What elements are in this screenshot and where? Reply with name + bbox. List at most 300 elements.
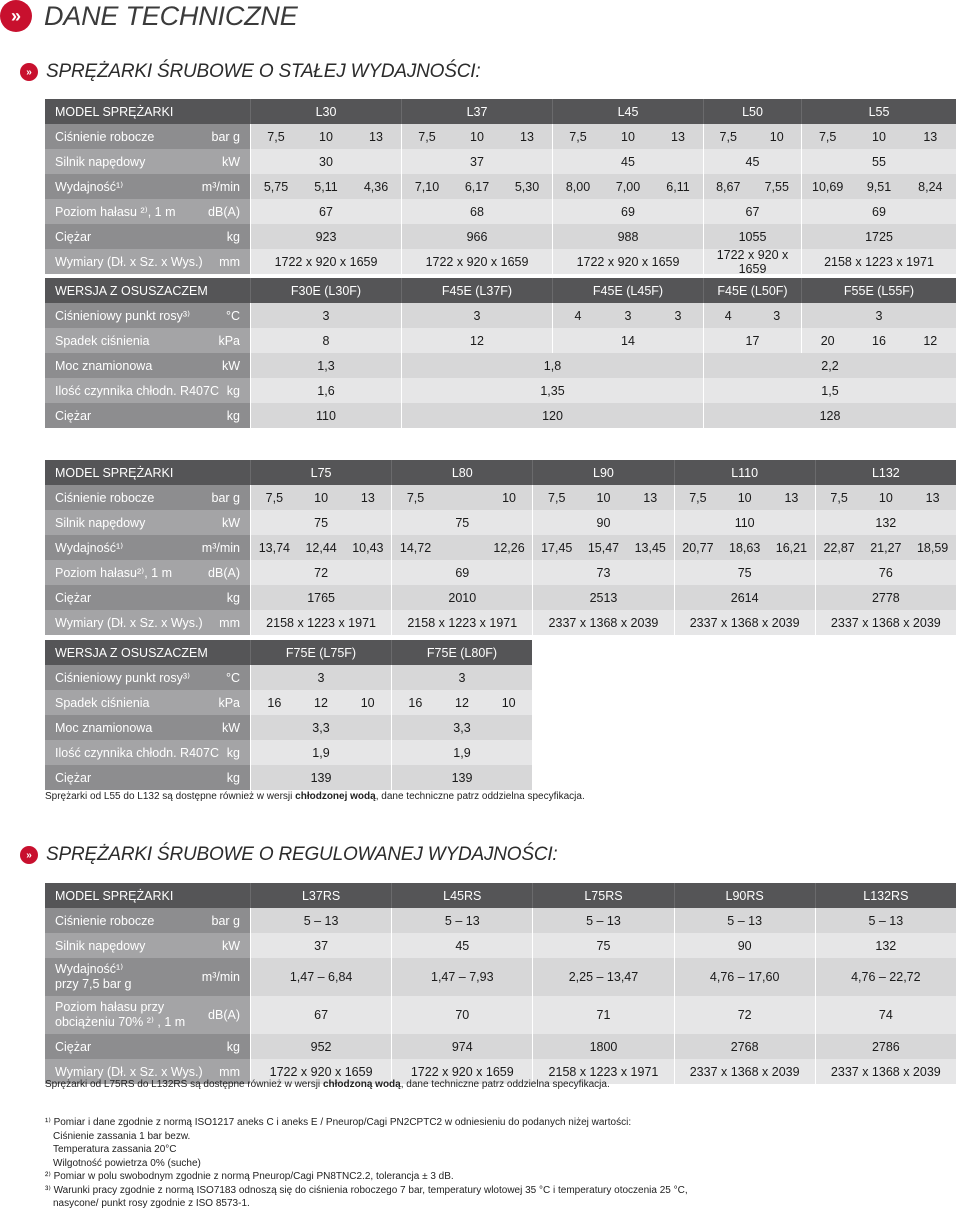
- row-unit: kPa: [218, 333, 240, 348]
- row-label: [45, 199, 250, 224]
- value-group: [391, 485, 532, 510]
- value-group: [391, 740, 532, 765]
- value-cell: 13: [520, 129, 534, 144]
- value-cell: 67: [314, 1008, 329, 1022]
- table-row: [45, 908, 956, 933]
- note-water-cooled-2: Sprężarki od L75RS do L132RS są dostępne również w wersji chłodzoną wodą, dane techniczne patrz oddzielna specyfikacja.: [45, 1079, 610, 1090]
- value-cell: 17,45: [541, 540, 573, 555]
- model-name: L132: [815, 460, 956, 485]
- table-header-row: [45, 883, 956, 908]
- value-cell: 12: [455, 695, 469, 710]
- row-unit: mm: [219, 615, 240, 630]
- row-label-text: Moc znamionowa: [55, 358, 153, 373]
- row-unit: mm: [219, 254, 240, 269]
- row-unit: m³/min: [201, 179, 240, 194]
- header-label: WERSJA Z OSUSZACZEM: [55, 283, 208, 298]
- value-group: [401, 403, 703, 428]
- value-group: [674, 908, 815, 933]
- value-cell: 13,45: [634, 540, 666, 555]
- row-label: [45, 1034, 250, 1059]
- row-unit: kW: [221, 515, 240, 530]
- table-row: [45, 585, 956, 610]
- row-label: [45, 958, 250, 996]
- value-cell: 7,10: [414, 179, 440, 194]
- value-cell: 76: [878, 565, 893, 580]
- value-cell: 3: [458, 670, 466, 685]
- value-group: [552, 149, 703, 174]
- value-cell: 5,75: [263, 179, 289, 194]
- value-group: [703, 199, 801, 224]
- table-header-row: [45, 99, 956, 124]
- value-cell: 72: [314, 565, 329, 580]
- value-group: [703, 353, 956, 378]
- note-water-cooled-1: Sprężarki od L55 do L132 są dostępne również w wersji chłodzonej wodą, dane techniczne patrz oddzielna specyfikacja.: [45, 791, 585, 802]
- value-group: [532, 933, 673, 958]
- row-label: [45, 378, 250, 403]
- value-group: [532, 560, 673, 585]
- row-unit: kPa: [218, 695, 240, 710]
- model-name: L37RS: [250, 883, 391, 908]
- table-row: [45, 715, 532, 740]
- value-cell: 1,47 – 7,93: [431, 970, 494, 984]
- row-label: [45, 124, 250, 149]
- value-cell: 2337 x 1368 x 2039: [689, 615, 800, 630]
- value-group: [532, 510, 673, 535]
- value-cell: 974: [451, 1039, 473, 1054]
- value-group: [401, 174, 552, 199]
- value-group: [703, 124, 801, 149]
- value-group: [391, 585, 532, 610]
- table-row: [45, 124, 956, 149]
- value-cell: 7,5: [406, 490, 425, 505]
- value-group: [703, 224, 801, 249]
- model-name: L45RS: [391, 883, 532, 908]
- value-cell: 1,5: [821, 383, 839, 398]
- value-cell: 1,6: [317, 383, 335, 398]
- table-row: [45, 303, 956, 328]
- table-row: [45, 610, 956, 635]
- value-group: [250, 174, 401, 199]
- row-label-text: Ciśnienie robocze: [55, 129, 155, 144]
- model-name: L132RS: [815, 883, 956, 908]
- value-cell: 37: [314, 938, 329, 953]
- model-name: F55E (L55F): [801, 278, 956, 303]
- value-cell: 7,00: [615, 179, 641, 194]
- row-unit: °C: [225, 308, 240, 323]
- value-group: [250, 690, 391, 715]
- value-cell: 2337 x 1368 x 2039: [689, 1064, 800, 1079]
- value-group: [815, 485, 956, 510]
- value-group: [401, 149, 552, 174]
- row-label-text: Wydajność¹⁾: [55, 180, 124, 194]
- value-cell: 10: [501, 695, 516, 710]
- value-cell: 15,47: [587, 540, 620, 555]
- row-label-text: Ciśnienie robocze: [55, 490, 155, 505]
- value-cell: 8,24: [918, 179, 943, 194]
- table-row: [45, 560, 956, 585]
- row-label-text: Ciśnieniowy punkt rosy³⁾: [55, 671, 191, 685]
- value-cell: 7,5: [569, 129, 587, 144]
- value-group: [250, 353, 401, 378]
- value-group: [801, 328, 956, 353]
- model-name: L30: [250, 99, 401, 124]
- value-cell: 72: [737, 1008, 752, 1022]
- value-cell: 13: [643, 490, 658, 505]
- row-label-text: Ciężar: [55, 590, 92, 605]
- value-cell: 988: [617, 229, 639, 244]
- row-label-text-2: przy 7,5 bar g: [55, 977, 132, 991]
- value-group: [391, 535, 532, 560]
- value-cell: 6,17: [464, 179, 490, 194]
- row-label: [45, 510, 250, 535]
- row-unit: °C: [225, 670, 240, 685]
- row-label: [45, 403, 250, 428]
- value-cell: 2337 x 1368 x 2039: [830, 615, 941, 630]
- value-cell: 1,47 – 6,84: [289, 970, 353, 984]
- value-cell: 139: [451, 770, 473, 785]
- value-cell: 13,74: [258, 540, 290, 555]
- value-cell: 10,43: [352, 540, 384, 555]
- value-group: [801, 199, 956, 224]
- value-cell: 13: [671, 129, 685, 144]
- value-group: [703, 403, 956, 428]
- value-cell: 69: [455, 565, 470, 580]
- value-cell: 7,5: [267, 129, 285, 144]
- row-label-text: Ciężar: [55, 770, 92, 785]
- row-unit: kW: [221, 720, 240, 735]
- model-name: L110: [674, 460, 815, 485]
- value-cell: 1722 x 920 x 1659: [269, 1064, 373, 1079]
- table-row: [45, 1034, 956, 1059]
- value-group: [250, 303, 401, 328]
- value-group: [391, 690, 532, 715]
- value-group: [391, 610, 532, 635]
- section-fixed-title: [20, 59, 480, 85]
- header-label: MODEL SPRĘŻARKI: [55, 888, 174, 903]
- row-label: [45, 610, 250, 635]
- value-cell: 5 – 13: [303, 913, 339, 928]
- value-cell: 75: [737, 565, 752, 580]
- row-label-text: Spadek ciśnienia: [55, 695, 150, 710]
- value-cell: 1722 x 920 x 1659: [576, 254, 680, 269]
- table-header-row: [45, 640, 532, 665]
- value-group: [552, 174, 703, 199]
- model-name: L75: [250, 460, 391, 485]
- value-group: [391, 665, 532, 690]
- value-cell: 16: [267, 695, 282, 710]
- model-name: L45: [552, 99, 703, 124]
- value-group: [401, 353, 703, 378]
- value-cell: 10,69: [812, 179, 844, 194]
- table-row: [45, 199, 956, 224]
- value-group: [801, 224, 956, 249]
- value-group: [815, 958, 956, 996]
- value-cell: 10: [872, 129, 886, 144]
- row-unit: kg: [226, 590, 240, 605]
- value-group: [250, 328, 401, 353]
- value-cell: 1,8: [543, 358, 562, 373]
- value-group: [801, 303, 956, 328]
- value-cell: 3: [674, 308, 682, 323]
- value-cell: 4: [724, 308, 732, 323]
- value-cell: 70: [455, 1008, 470, 1022]
- row-unit: m³/min: [201, 969, 240, 984]
- value-cell: 12,26: [493, 540, 525, 555]
- value-group: [391, 996, 532, 1034]
- row-unit: kg: [226, 1039, 240, 1054]
- row-label-text: Ciężar: [55, 1039, 92, 1054]
- value-group: [250, 933, 391, 958]
- value-group: [391, 958, 532, 996]
- model-name: F45E (L50F): [703, 278, 801, 303]
- value-cell: 5 – 13: [727, 913, 763, 928]
- value-cell: 139: [310, 770, 332, 785]
- value-cell: 16: [872, 333, 886, 348]
- value-group: [250, 665, 391, 690]
- row-unit: dB(A): [208, 565, 240, 580]
- row-unit: mm: [219, 1064, 240, 1079]
- row-label-text: Silnik napędowy: [55, 938, 146, 953]
- value-cell: 7,5: [830, 490, 848, 505]
- row-unit: kg: [226, 229, 240, 244]
- page-title-text: DANE TECHNICZNE: [44, 0, 298, 31]
- value-cell: 1800: [589, 1039, 618, 1054]
- value-cell: 12: [314, 695, 328, 710]
- value-cell: 120: [542, 408, 563, 423]
- row-unit: m³/min: [201, 540, 240, 555]
- value-cell: 10: [737, 490, 752, 505]
- value-cell: 90: [596, 515, 611, 530]
- value-group: [391, 560, 532, 585]
- value-cell: 1765: [307, 590, 335, 605]
- value-group: [250, 199, 401, 224]
- table-row: [45, 403, 956, 428]
- value-cell: 1722 x 920 x 1659: [716, 247, 789, 276]
- value-cell: 3: [773, 308, 781, 323]
- value-cell: 16,21: [775, 540, 808, 555]
- value-cell: 3: [624, 308, 632, 323]
- value-cell: 2513: [589, 590, 618, 605]
- row-label: [45, 353, 250, 378]
- table-row: [45, 328, 956, 353]
- row-unit: kW: [221, 358, 240, 373]
- value-group: [815, 996, 956, 1034]
- table-row: [45, 535, 956, 560]
- value-group: [250, 403, 401, 428]
- value-cell: 71: [596, 1008, 611, 1022]
- value-group: [250, 249, 401, 274]
- value-cell: 2778: [871, 590, 900, 605]
- value-cell: 132: [875, 938, 897, 953]
- row-label-text: Wymiary (Dł. x Sz. x Wys.): [55, 1064, 203, 1079]
- value-cell: 75: [596, 938, 611, 953]
- value-cell: 7,5: [818, 129, 837, 144]
- value-group: [391, 765, 532, 790]
- value-cell: 75: [314, 515, 329, 530]
- value-group: [815, 610, 956, 635]
- value-cell: 68: [470, 204, 484, 219]
- row-label: [45, 328, 250, 353]
- value-group: [703, 378, 956, 403]
- value-group: [532, 585, 673, 610]
- value-group: [815, 933, 956, 958]
- value-cell: 8,67: [716, 179, 741, 194]
- value-group: [674, 933, 815, 958]
- value-group: [532, 908, 673, 933]
- value-cell: 16: [408, 695, 423, 710]
- value-group: [674, 535, 815, 560]
- value-group: [532, 996, 673, 1034]
- value-group: [674, 585, 815, 610]
- value-group: [391, 510, 532, 535]
- section-title-text: SPRĘŻARKI ŚRUBOWE O STAŁEJ WYDAJNOŚCI:: [46, 61, 481, 82]
- value-group: [401, 328, 552, 353]
- row-unit: kg: [226, 408, 240, 423]
- value-cell: 45: [621, 154, 635, 169]
- value-group: [552, 303, 703, 328]
- value-cell: 2337 x 1368 x 2039: [830, 1064, 941, 1079]
- row-label: [45, 585, 250, 610]
- row-label: [45, 715, 250, 740]
- value-cell: 12,44: [305, 540, 337, 555]
- value-group: [532, 535, 673, 560]
- table-row: [45, 933, 956, 958]
- value-group: [674, 610, 815, 635]
- row-label: [45, 249, 250, 274]
- value-cell: 13: [369, 129, 383, 144]
- section-title-text: SPRĘŻARKI ŚRUBOWE O REGULOWANEJ WYDAJNOŚCI:: [46, 844, 558, 865]
- value-group: [674, 1034, 815, 1059]
- value-cell: 4,36: [363, 179, 389, 194]
- row-label-text: Poziom hałasu ²⁾, 1 m: [55, 205, 176, 219]
- value-cell: 20: [820, 333, 835, 348]
- value-group: [391, 715, 532, 740]
- row-label: [45, 765, 250, 790]
- table-row: [45, 149, 956, 174]
- value-cell: 37: [470, 154, 484, 169]
- value-group: [552, 199, 703, 224]
- value-cell: 22,87: [823, 540, 855, 555]
- value-cell: 13: [923, 129, 938, 144]
- value-group: [250, 996, 391, 1034]
- value-group: [815, 1059, 956, 1084]
- row-label: [45, 560, 250, 585]
- row-label: [45, 933, 250, 958]
- value-cell: 7,5: [689, 490, 707, 505]
- value-group: [703, 249, 801, 274]
- value-cell: 10: [360, 695, 375, 710]
- row-label-text: Ciśnieniowy punkt rosy³⁾: [55, 309, 191, 323]
- value-cell: 10: [769, 129, 784, 144]
- value-cell: 18,59: [916, 540, 949, 555]
- row-label-text-2: obciążeniu 70% ²⁾ , 1 m: [55, 1015, 186, 1029]
- value-group: [703, 149, 801, 174]
- value-group: [250, 378, 401, 403]
- value-cell: 2768: [730, 1039, 759, 1054]
- value-cell: 1722 x 920 x 1659: [425, 254, 529, 269]
- value-group: [250, 740, 391, 765]
- value-group: [401, 124, 552, 149]
- arrow-icon: »: [0, 0, 32, 32]
- value-cell: 1055: [738, 229, 767, 244]
- value-cell: 10: [502, 490, 516, 505]
- value-group: [250, 535, 391, 560]
- value-cell: 13: [360, 490, 375, 505]
- table-row: [45, 224, 956, 249]
- row-unit: bar g: [211, 913, 240, 928]
- value-cell: 12: [470, 333, 484, 348]
- row-unit: dB(A): [208, 1007, 240, 1022]
- value-group: [674, 996, 815, 1034]
- value-cell: 30: [319, 154, 333, 169]
- value-group: [674, 1059, 815, 1084]
- value-cell: 90: [737, 938, 752, 953]
- value-cell: 2158 x 1223 x 1971: [824, 254, 934, 269]
- value-cell: 7,5: [719, 129, 737, 144]
- row-label: [45, 690, 250, 715]
- value-cell: 18,63: [729, 540, 761, 555]
- value-cell: 17: [745, 333, 760, 348]
- footnotes: ¹⁾ Pomiar i dane zgodnie z normą ISO1217 aneks C i aneks E / Pneurop/Cagi PN2CPTC2 w odniesieniu do podanych niżej wartości: Ciśnienie zassania 1 bar bezw. Temperatura zassania 20°C Wilgotność powietrza 0% (suche) ²⁾ Pomiar w polu swobodnym zgodnie z normą Pneurop/Cagi PN8TNC2.2, tolerancja ± 3 dB. ³⁾ Warunki pracy zgodnie z normą ISO7183 odnoszą się do ciśnienia roboczego 7 bar, temperatury wlotowej 35 °C i temperatury otoczenia 25 °C, nasycone/ punkt rosy zgodnie z ISO 8573-1.: [45, 1117, 688, 1209]
- value-group: [532, 1034, 673, 1059]
- value-cell: 2010: [448, 590, 477, 605]
- value-cell: 75: [455, 515, 470, 530]
- value-cell: 13: [784, 490, 799, 505]
- value-cell: 10: [596, 490, 611, 505]
- value-cell: 3: [322, 308, 330, 323]
- value-cell: 7,5: [548, 490, 566, 505]
- value-cell: 2158 x 1223 x 1971: [407, 615, 518, 630]
- value-cell: 3: [473, 308, 481, 323]
- row-unit: kg: [226, 745, 240, 760]
- row-label-text: Silnik napędowy: [55, 154, 146, 169]
- model-name: L37: [401, 99, 552, 124]
- table-row: [45, 665, 532, 690]
- value-group: [815, 510, 956, 535]
- value-group: [250, 485, 391, 510]
- model-name: L50: [703, 99, 801, 124]
- value-cell: 966: [466, 229, 488, 244]
- value-cell: 5 – 13: [444, 913, 480, 928]
- value-cell: 1,9: [312, 745, 330, 760]
- row-label-text: Ciężar: [55, 229, 92, 244]
- value-group: [552, 224, 703, 249]
- model-name: F75E (L75F): [250, 640, 391, 665]
- row-label: [45, 908, 250, 933]
- value-group: [703, 328, 801, 353]
- header-label: MODEL SPRĘŻARKI: [55, 465, 174, 480]
- model-name: L90: [532, 460, 673, 485]
- value-cell: 3: [317, 670, 325, 685]
- table-row: [45, 249, 956, 274]
- arrow-icon: »: [20, 846, 38, 864]
- row-label: [45, 740, 250, 765]
- row-unit: kg: [226, 770, 240, 785]
- model-name: F45E (L45F): [552, 278, 703, 303]
- value-group: [703, 303, 801, 328]
- row-label-text: Moc znamionowa: [55, 720, 153, 735]
- table-row: [45, 174, 956, 199]
- value-cell: 923: [315, 229, 337, 244]
- row-unit: kg: [226, 383, 240, 398]
- table-row: [45, 510, 956, 535]
- value-group: [250, 585, 391, 610]
- row-label: [45, 303, 250, 328]
- row-unit: kW: [221, 154, 240, 169]
- value-cell: 132: [875, 515, 897, 530]
- value-cell: 10: [319, 129, 333, 144]
- value-cell: 69: [621, 204, 635, 219]
